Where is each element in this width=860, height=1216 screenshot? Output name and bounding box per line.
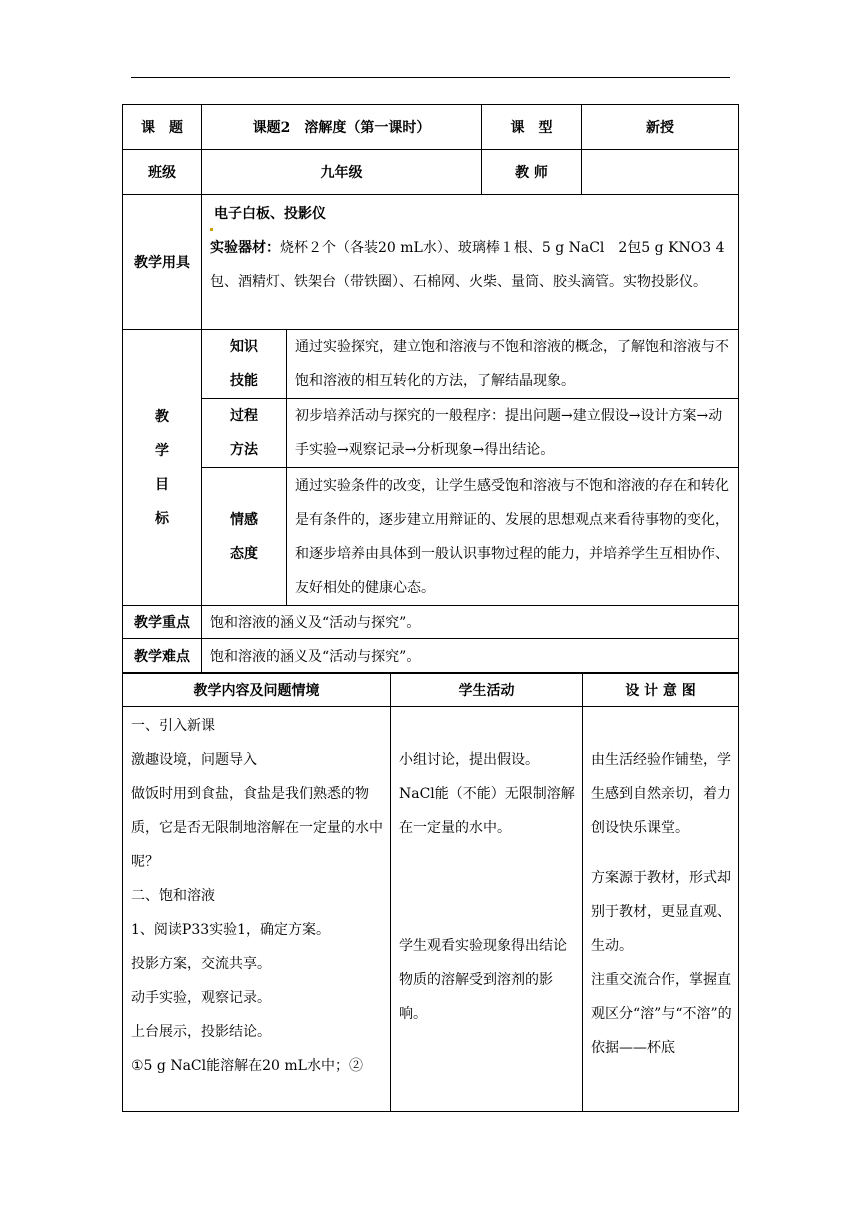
goal-emotion-text: 通过实验条件的改变，让学生感受饱和溶液与不饱和溶液的存在和转化是有条件的，逐步建立用辩证的、发展的思想观点来看待事物的变化，和逐步培养由具体到一般认识事物过程的能力，并培养学生互相协作、友好相处的健康心态。 bbox=[287, 468, 739, 606]
type-value: 新授 bbox=[582, 105, 739, 150]
content-line: 做饭时用到食盐，食盐是我们熟悉的物质，它是否无限制地溶解在一定量的水中呢？ bbox=[131, 786, 383, 870]
label-class: 班级 bbox=[123, 150, 202, 195]
content-line: ①5 g NaCl能溶解在20 mL水中；② bbox=[131, 1058, 363, 1074]
focus-text: 饱和溶液的涵义及“活动与探究”。 bbox=[202, 606, 739, 639]
content-line: 1、阅读P33实验1，确定方案。 bbox=[131, 922, 331, 938]
label-topic: 课 题 bbox=[123, 105, 202, 150]
goal-knowledge-label: 知识 技能 bbox=[202, 330, 287, 399]
label-teacher: 教 师 bbox=[482, 150, 582, 195]
content-line: 动手实验，观察记录。 bbox=[131, 990, 271, 1006]
tools-equipment: 实验器材：烧杯２个（各装20 mL水）、玻璃棒１根、5 g NaCl 2包5 g KNO3 4包、酒精灯、铁架台（带铁圈）、石棉网、火柴、量筒、胶头滴管。实物投影仪。 bbox=[210, 240, 725, 290]
label-goals: 教 学 目 标 bbox=[123, 330, 202, 606]
goal-process-label: 过程 方法 bbox=[202, 399, 287, 468]
header-rule bbox=[131, 77, 730, 78]
lesson-info-table bbox=[122, 104, 739, 673]
intent-cell bbox=[583, 707, 739, 1112]
difficulty-text: 饱和溶液的涵义及“活动与探究”。 bbox=[202, 639, 739, 673]
content-line: 一、引入新课 bbox=[131, 718, 215, 734]
goal-knowledge-text: 通过实验探究，建立饱和溶液与不饱和溶液的概念，了解饱和溶液与不饱和溶液的相互转化的方法，了解结晶现象。 bbox=[287, 330, 739, 399]
intent-line: 注重交流合作，掌握直观区分“溶”与“不溶”的依据——杯底 bbox=[591, 972, 732, 1056]
teaching-process-table bbox=[122, 673, 739, 1112]
student-line: 学生观看实验现象得出结论物质的溶解受到溶剂的影响。 bbox=[399, 938, 567, 1022]
content-cell bbox=[123, 707, 391, 1112]
goal-process-text: 初步培养活动与探究的一般程序：提出问题→建立假设→设计方案→动手实验→观察记录→分析现象→得出结论。 bbox=[287, 399, 739, 468]
intent-line: 由生活经验作铺垫，学生感到自然亲切，着力创设快乐课堂。 bbox=[591, 752, 731, 836]
intent-line: 方案源于教材，形式却别于教材，更显直观、生动。 bbox=[591, 870, 731, 954]
tools-line: 电子白板、投影仪 bbox=[210, 197, 732, 231]
header-intent: 设 计 意 图 bbox=[583, 674, 739, 707]
header-student: 学生活动 bbox=[391, 674, 583, 707]
content-line: 二、饱和溶液 bbox=[131, 888, 215, 904]
header-content: 教学内容及问题情境 bbox=[123, 674, 391, 707]
tools-cell bbox=[202, 195, 739, 330]
teacher-value bbox=[582, 150, 739, 195]
label-tools: 教学用具 bbox=[123, 195, 202, 330]
student-cell bbox=[391, 707, 583, 1112]
label-type: 课 型 bbox=[482, 105, 582, 150]
label-difficulty: 教学难点 bbox=[123, 639, 202, 673]
content-line: 激趣设境，问题导入 bbox=[131, 752, 257, 768]
student-line: 小组讨论，提出假设。 bbox=[399, 752, 539, 768]
class-value: 九年级 bbox=[202, 150, 482, 195]
student-line: NaCl能（不能）无限制溶解在一定量的水中。 bbox=[399, 786, 575, 836]
content-line: 上台展示，投影结论。 bbox=[131, 1024, 271, 1040]
goal-emotion-label: 情感 态度 bbox=[202, 468, 287, 606]
topic-value: 课题2 溶解度（第一课时） bbox=[202, 105, 482, 150]
content-line: 投影方案，交流共享。 bbox=[131, 956, 271, 972]
label-focus: 教学重点 bbox=[123, 606, 202, 639]
